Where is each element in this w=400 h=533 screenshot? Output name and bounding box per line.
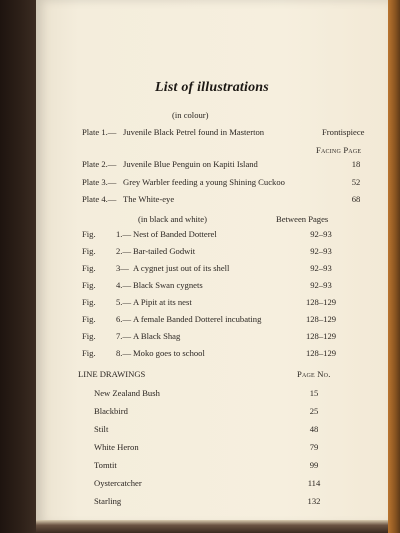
plate-label: Plate 3.— [82,177,117,187]
fig-pages: 92–93 [310,280,332,290]
fig-label: Fig. [82,331,96,341]
page-content [36,0,388,525]
plate-page: 52 [351,177,361,187]
fig-pages: 128–129 [305,331,337,341]
fig-pages: 128–129 [305,314,337,324]
fig-description: A Pipit at its nest [133,297,192,307]
plate-label: Plate 4.— [82,194,117,204]
fig-row [36,280,388,292]
line-drawing-name: Stilt [94,424,109,434]
fig-description: A cygnet just out of its shell [133,263,230,273]
fig-pages: 92–93 [310,229,332,239]
line-drawing-row [36,496,388,508]
fig-label: Fig. [82,280,96,290]
line-drawing-page: 79 [309,442,319,452]
fig-label: Fig. [82,314,96,324]
fig-description: A Black Shag [133,331,181,341]
line-drawing-name: New Zealand Bush [94,388,160,398]
fig-number: 1.— [116,229,132,239]
fig-row [36,263,388,275]
page-bottom-edge [36,520,388,533]
colour-section-heading-row [36,110,388,122]
line-drawing-page: 15 [309,388,319,398]
line-drawings-header-row [36,369,388,381]
fig-number: 7.— [116,331,132,341]
fig-description: Moko goes to school [133,348,205,358]
line-drawings-heading: LINE DRAWINGS [78,369,146,379]
fig-pages: 128–129 [305,297,337,307]
fig-label: Fig. [82,263,96,273]
fig-description: Bar-tailed Godwit [133,246,196,256]
fig-row [36,314,388,326]
line-drawing-name: Oystercatcher [94,478,142,488]
plate-page: Frontispiece [322,127,365,137]
line-drawing-page: 99 [309,460,319,470]
book-spine-shadow [0,0,36,533]
fig-pages: 92–93 [310,263,332,273]
fig-description: A female Banded Dotterel incubating [133,314,262,324]
line-drawing-page: 114 [307,478,321,488]
line-drawing-row [36,388,388,400]
page-title: List of illustrations [155,80,269,95]
fig-label: Fig. [82,297,96,307]
fig-label: Fig. [82,348,96,358]
plate-row [36,177,388,189]
plate-description: Grey Warbler feeding a young Shining Cuckoo [123,177,285,187]
line-drawing-name: White Heron [94,442,139,452]
fig-number: 5.— [116,297,132,307]
line-drawing-row [36,478,388,490]
line-drawing-name: Blackbird [94,406,128,416]
colour-section-heading: (in colour) [172,110,209,120]
plate-description: Juvenile Blue Penguin on Kapiti Island [123,159,258,169]
plate-label: Plate 2.— [82,159,117,169]
bw-section-heading-row [36,214,388,226]
line-drawing-row [36,406,388,418]
fig-label: Fig. [82,246,96,256]
line-drawing-name: Starling [94,496,122,506]
fig-number: 8.— [116,348,132,358]
plate-page: 68 [351,194,361,204]
plate-row [36,194,388,206]
between-pages-header: Between Pages [276,214,329,224]
fig-number: 6.— [116,314,132,324]
page-no-header: Page No. [297,369,331,379]
fig-description: Black Swan cygnets [133,280,203,290]
plate-label: Plate 1.— [82,127,117,137]
line-drawing-row [36,460,388,472]
fig-row [36,331,388,343]
fig-pages: 92–93 [310,246,332,256]
plate-description: Juvenile Black Petrel found in Masterton [123,127,265,137]
fig-label: Fig. [82,229,96,239]
plate-row [36,127,388,139]
fig-row [36,229,388,241]
fig-number: 3— [116,263,129,273]
facing-page-header: Facing Page [316,145,362,155]
line-drawing-page: 132 [307,496,321,506]
line-drawing-row [36,424,388,436]
fig-row [36,246,388,258]
fig-number: 2.— [116,246,132,256]
fig-row [36,348,388,360]
plate-row [36,159,388,171]
book-cover-edge [388,0,400,533]
book-page [36,0,388,525]
plate-page: 18 [351,159,361,169]
fig-number: 4.— [116,280,132,290]
line-drawing-name: Tomtit [94,460,117,470]
plate-description: The White-eye [123,194,175,204]
line-drawing-page: 48 [309,424,319,434]
facing-page-header-row [36,145,388,157]
fig-pages: 128–129 [305,348,337,358]
bw-section-heading: (in black and white) [138,214,207,224]
line-drawing-page: 25 [309,406,319,416]
line-drawing-row [36,442,388,454]
fig-description: Nest of Banded Dotterel [133,229,217,239]
fig-row [36,297,388,309]
